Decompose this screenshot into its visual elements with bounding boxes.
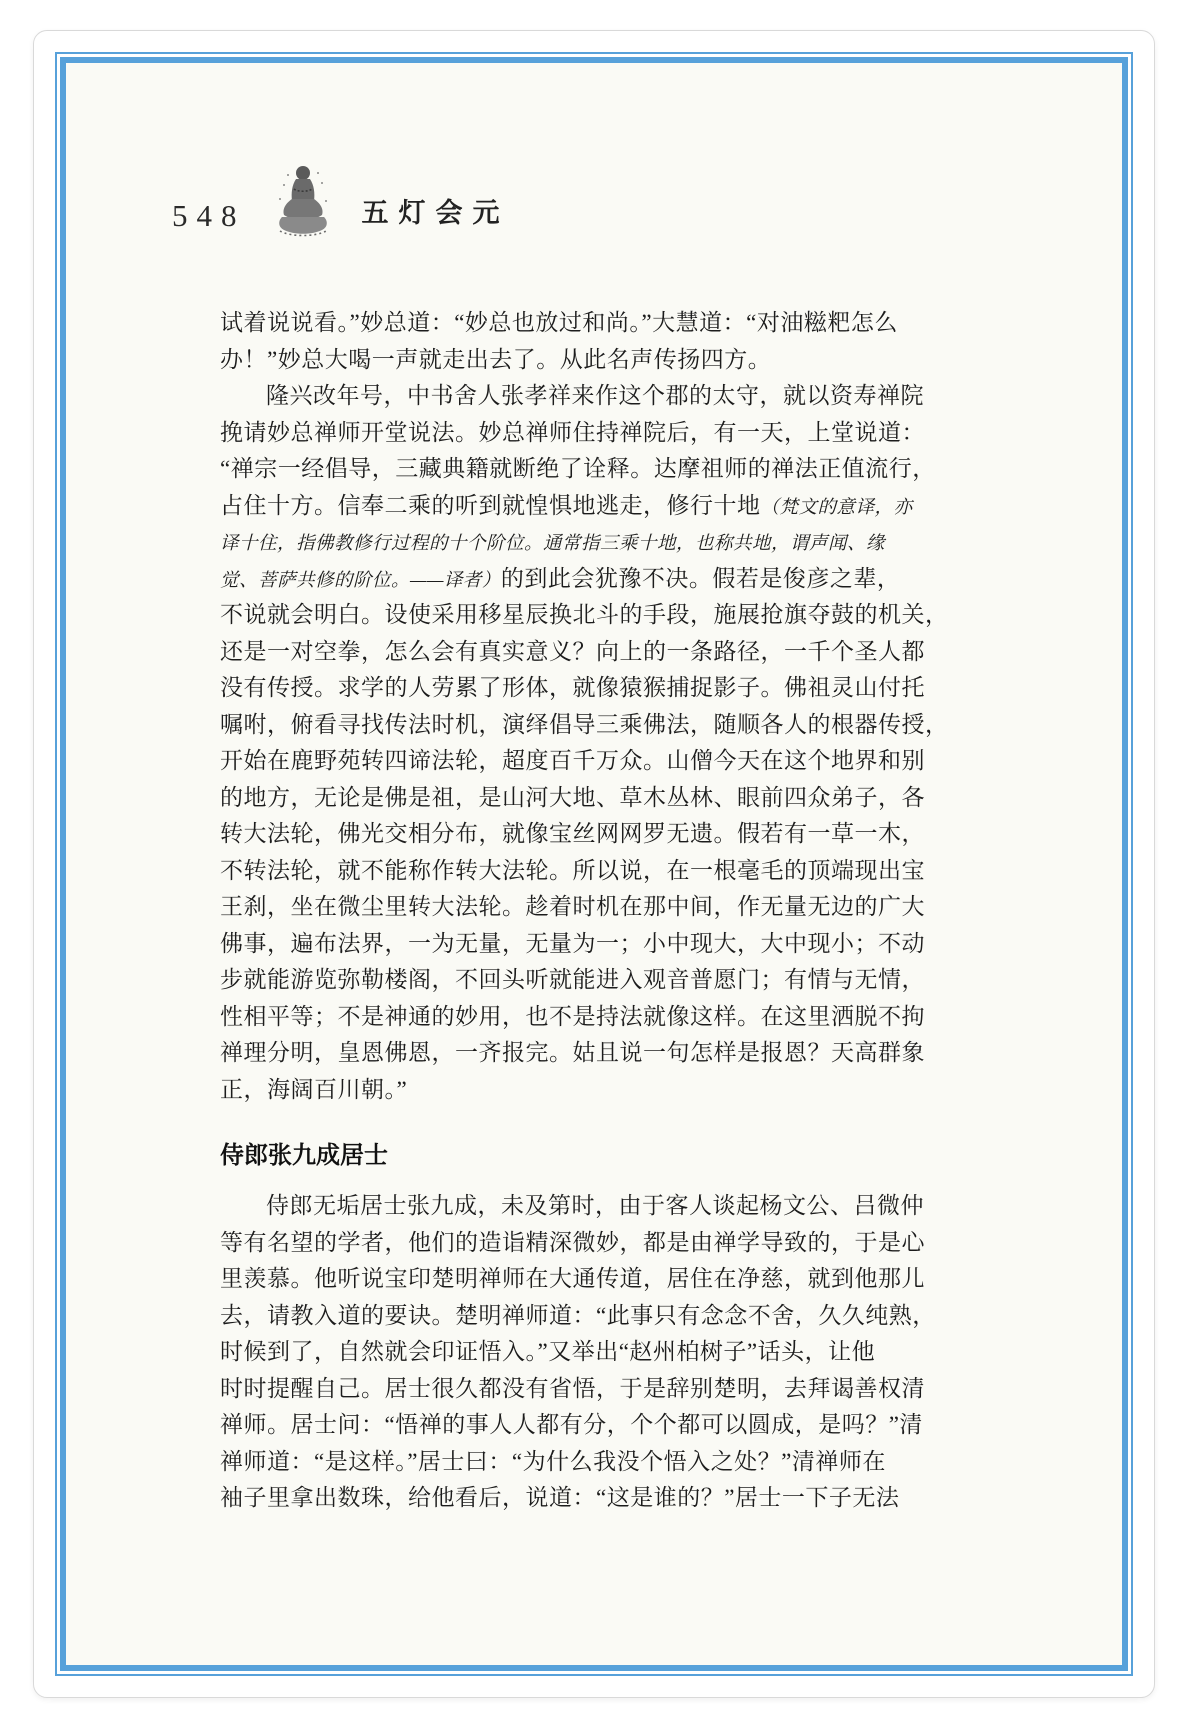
body-line-text: 时候到了，自然就会印证悟入。”又举出“赵州柏树子”话头，让他 <box>220 1339 876 1364</box>
text-line <box>220 1444 892 1481</box>
body-line-text: 试着说说看。”妙总道：“妙总也放过和尚。”大慧道：“对油糍粑怎么 <box>220 310 898 335</box>
text-line <box>220 451 936 488</box>
text-line <box>220 1072 892 1109</box>
body-line-text: 王刹，坐在微尘里转大法轮。趁着时机在那中间，作无量无边的广大 <box>220 894 925 919</box>
body-text <box>220 305 949 1517</box>
text-line <box>220 488 913 525</box>
text-line <box>220 1035 925 1072</box>
text-line <box>220 305 898 342</box>
book-page <box>66 63 1122 1665</box>
body-line-text: 占住十方。信奉二乘的听到就惶惧地逃走，修行十地 <box>220 492 761 518</box>
body-line-text: 不转法轮，就不能称作转大法轮。所以说，在一根毫毛的顶端现出宝 <box>220 857 925 883</box>
body-line-text: 转大法轮，佛光交相分布，就像宝丝网网罗无遗。假若有一草一木， <box>220 821 925 846</box>
body-line-text: 等有名望的学者，他们的造诣精深微妙，都是由禅学导致的，于是心 <box>220 1229 925 1255</box>
body-line-text: “禅宗一经倡导，三藏典籍就断绝了诠释。达摩祖师的禅法正值流行， <box>220 456 936 481</box>
text-line <box>220 1225 925 1262</box>
book-title: 五灯会元 <box>361 198 510 228</box>
text-line <box>220 1480 900 1517</box>
text-line <box>220 597 949 634</box>
body-line-text: 没有传授。求学的人劳累了形体，就像猿猴捕捉影子。佛祖灵山付托 <box>220 675 925 700</box>
body-line-text: 性相平等；不是神通的妙用，也不是持法就像这样。在这里洒脱不拘 <box>220 1003 925 1029</box>
body-line-text: 里羡慕。他听说宝印楚明禅师在大通传道，居住在净慈，就到他那儿 <box>220 1266 925 1291</box>
text-line <box>220 1407 923 1444</box>
text-line <box>220 999 925 1036</box>
text-line <box>220 889 925 926</box>
text-line <box>220 1334 892 1371</box>
body-line-text: 佛事，遍布法界，一为无量，无量为一；小中现大，大中现小；不动 <box>220 930 925 956</box>
text-line <box>220 926 925 963</box>
page-number: 548 <box>172 198 246 233</box>
text-line <box>220 561 901 598</box>
body-line-text: 开始在鹿野苑转四谛法轮，超度百千万众。山僧今天在这个地界和别 <box>220 748 925 773</box>
page-header <box>172 159 1122 239</box>
text-line <box>220 524 892 561</box>
body-line-text: 嘱咐，俯看寻找传法时机，演绎倡导三乘佛法，随顺各人的根器传授， <box>220 711 949 737</box>
text-line <box>220 634 925 671</box>
text-line <box>220 342 892 379</box>
text-line <box>220 415 925 452</box>
text-line <box>220 1298 936 1335</box>
section-heading: 侍郎张九成居士 <box>220 1142 388 1169</box>
body-line-text: 禅师道：“是这样。”居士曰：“为什么我没个悟入之处？”清禅师在 <box>220 1448 886 1474</box>
text-line <box>220 1371 925 1408</box>
body-line-text: 挽请妙总禅师开堂说法。妙总禅师住持禅院后，有一天，上堂说道： <box>220 419 925 445</box>
body-line-text: 时时提醒自己。居士很久都没有省悟，于是辞别楚明，去拜谒善权清 <box>220 1375 925 1401</box>
body-line-text: 禅师。居士问：“悟禅的事人人都有分，个个都可以圆成，是吗？”清 <box>220 1412 923 1437</box>
annotation-text: （梵文的意译，亦 <box>760 497 913 518</box>
text-line <box>220 816 925 853</box>
text-line <box>220 1261 925 1298</box>
annotation-text: 译十住，指佛教修行过程的十个阶位。通常指三乘十地，也称共地，谓声闻、缘 <box>220 534 886 554</box>
body-line-text: 的到此会犹豫不决。假若是俊彦之辈， <box>500 565 901 591</box>
body-line-text: 禅理分明，皇恩佛恩，一齐报完。姑且说一句怎样是报恩？天高群象 <box>220 1040 925 1065</box>
text-line <box>220 378 924 415</box>
text-line <box>220 780 925 817</box>
text-line <box>220 707 949 744</box>
inner-blue-frame <box>60 57 1128 1671</box>
text-line <box>220 1188 924 1225</box>
page-card <box>33 30 1155 1698</box>
body-line-text: 还是一对空拳，怎么会有真实意义？向上的一条路径，一千个圣人都 <box>220 638 925 664</box>
body-line-text: 步就能游览弥勒楼阁，不回头听就能进入观音普愿门；有情与无情， <box>220 967 925 992</box>
body-line-text: 不说就会明白。设使采用移星辰换北斗的手段，施展抢旗夺鼓的机关， <box>220 602 949 627</box>
buddha-icon <box>272 159 334 239</box>
body-line-text: 正，海阔百川朝。” <box>220 1076 408 1102</box>
text-line <box>220 962 925 999</box>
text-line <box>220 743 925 780</box>
text-line <box>220 853 925 890</box>
body-line-text: 去，请教入道的要诀。楚明禅师道：“此事只有念念不舍，久久纯熟， <box>220 1302 936 1328</box>
body-line-text: 袖子里拿出数珠，给他看后，说道：“这是谁的？”居士一下子无法 <box>220 1485 900 1510</box>
body-line-text: 办！”妙总大喝一声就走出去了。从此名声传扬四方。 <box>220 346 772 372</box>
annotation-text: 觉、菩萨共修的阶位。——译者） <box>220 570 501 591</box>
body-line-text: 侍郎无垢居士张九成，未及第时，由于客人谈起杨文公、吕微仲 <box>266 1193 924 1218</box>
body-line-text: 隆兴改年号，中书舍人张孝祥来作这个郡的太守，就以资寿禅院 <box>266 383 924 408</box>
text-line <box>220 670 925 707</box>
outer-blue-frame <box>55 52 1133 1676</box>
body-line-text: 的地方，无论是佛是祖，是山河大地、草木丛林、眼前四众弟子，各 <box>220 784 925 810</box>
